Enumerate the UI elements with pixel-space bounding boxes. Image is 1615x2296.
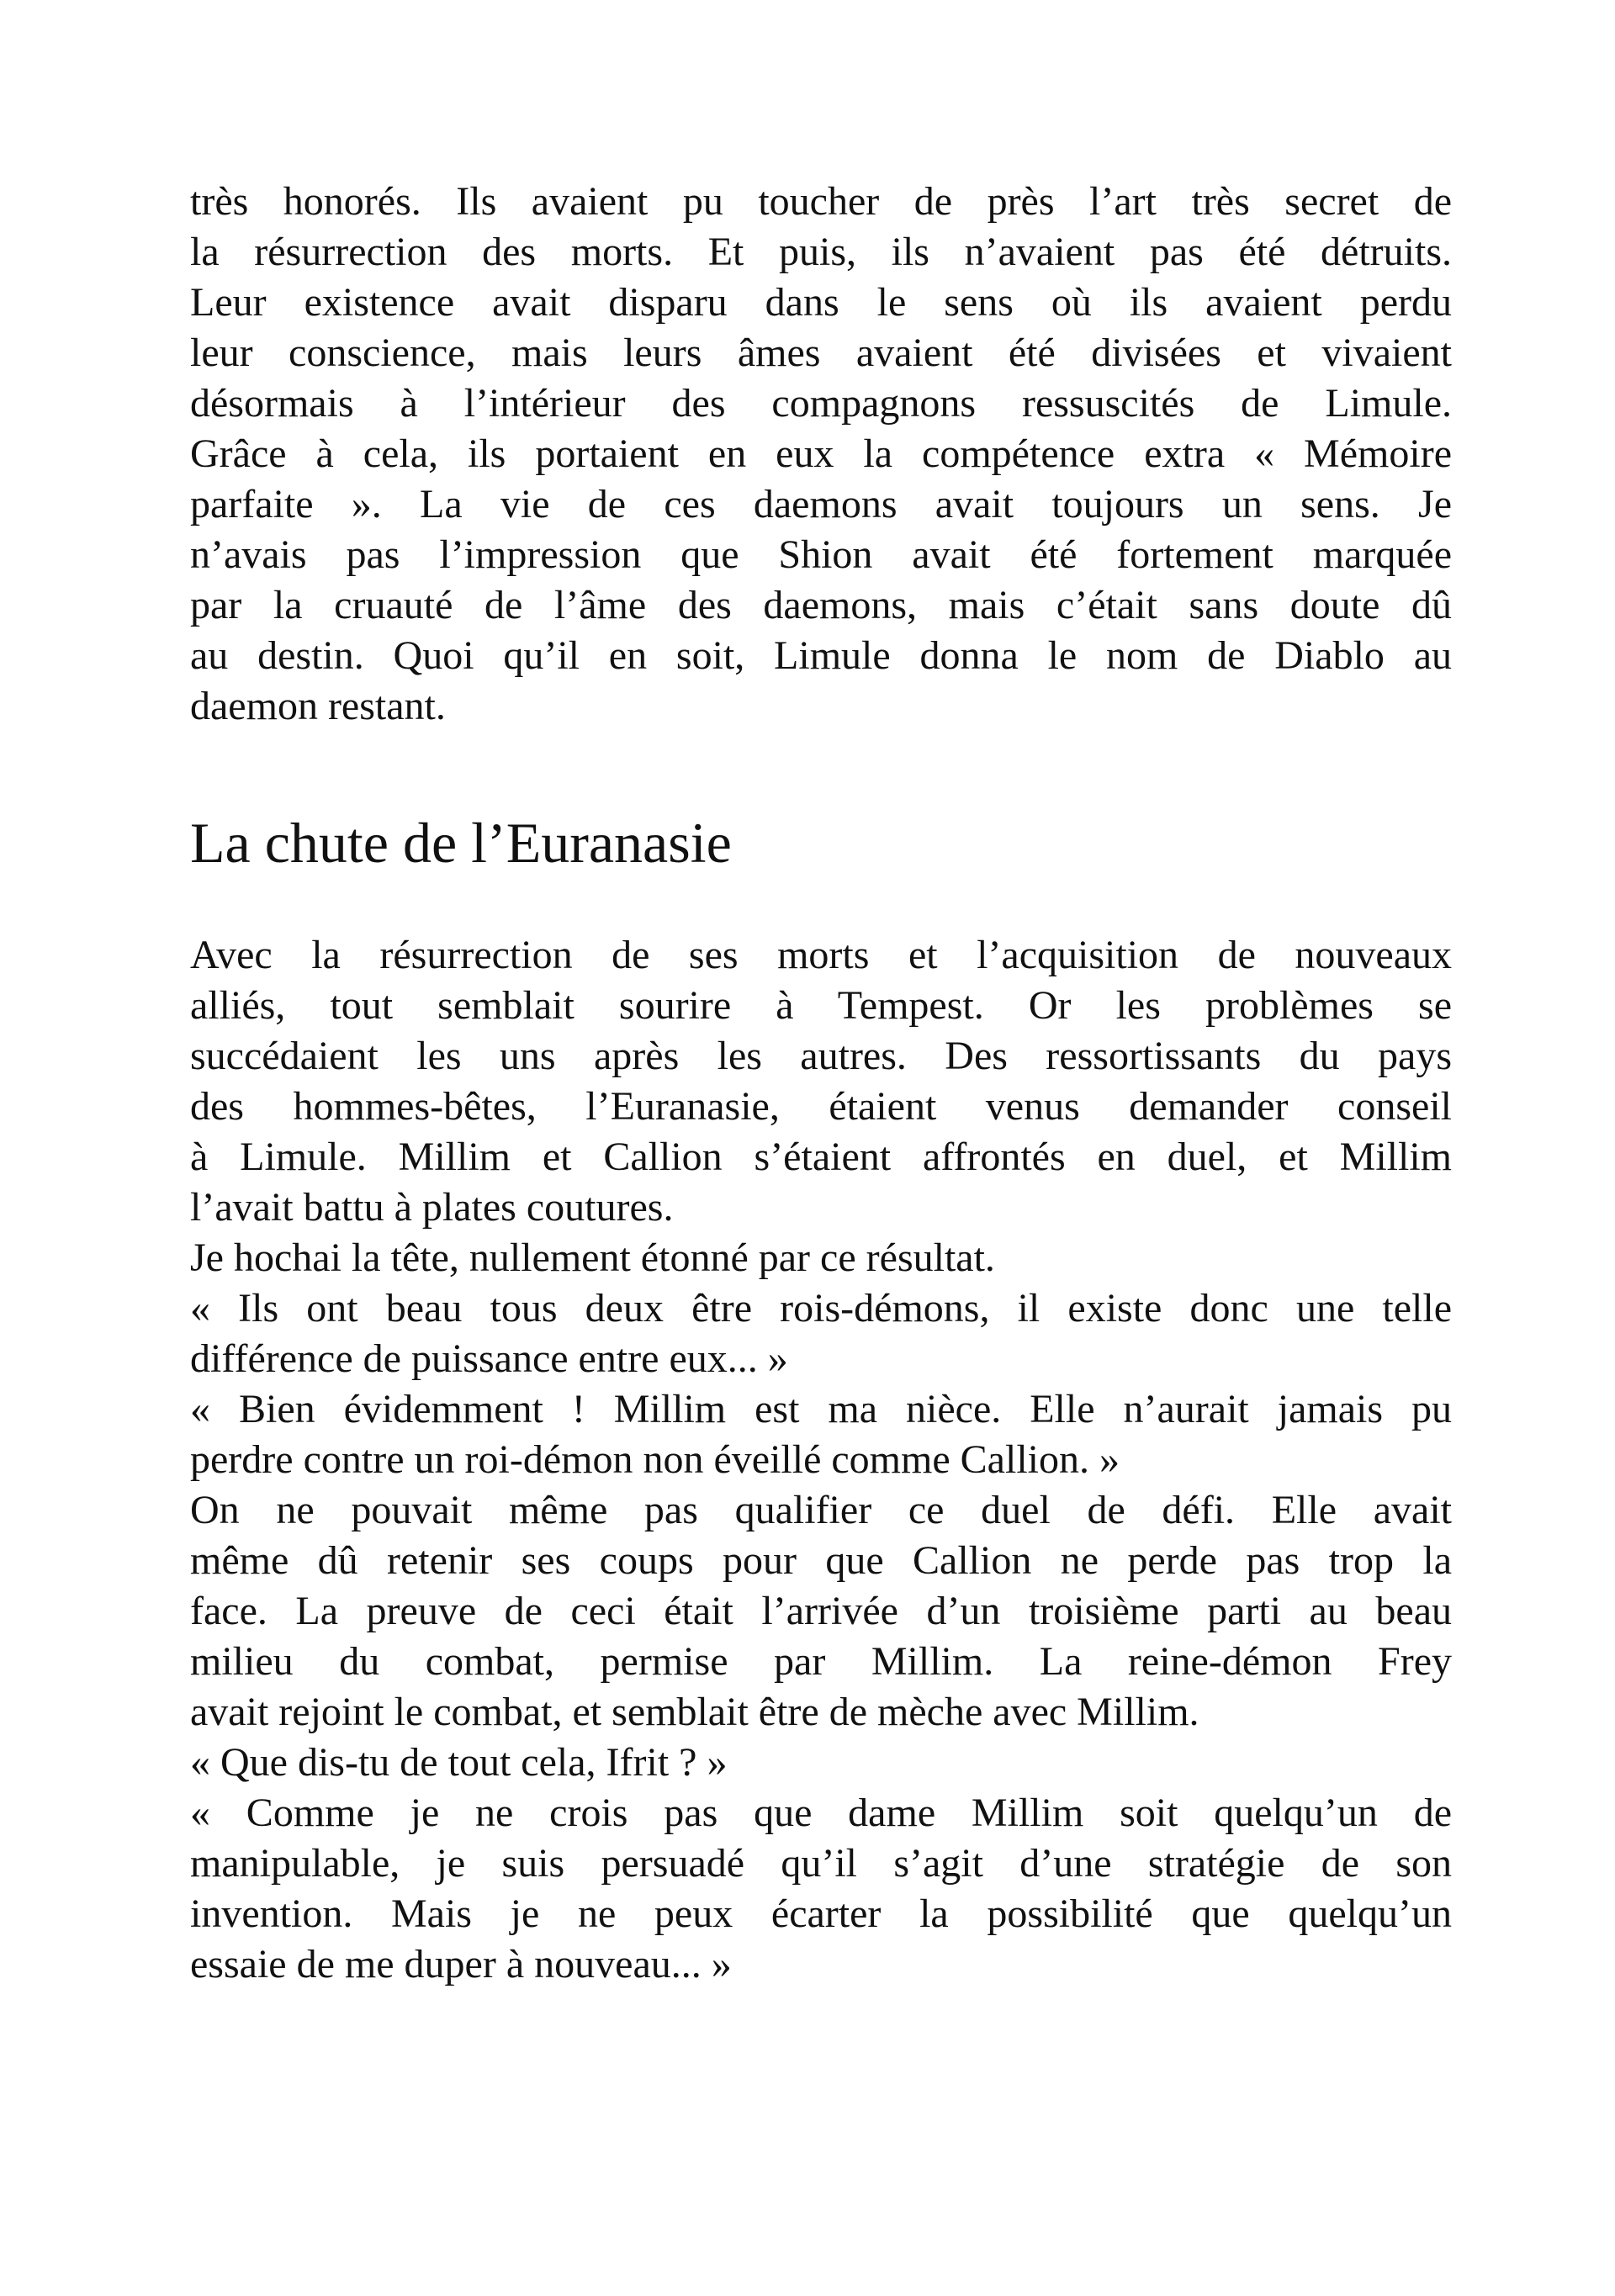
- text-line: très honorés. Ils avaient pu toucher de près l’art très secret de: [190, 179, 1452, 224]
- text-line: essaie de me duper à nouveau... »: [190, 1942, 732, 1987]
- text-line: « Que dis-tu de tout cela, Ifrit ? »: [190, 1740, 728, 1785]
- text-line: différence de puissance entre eux... »: [190, 1336, 788, 1381]
- text-line: au destin. Quoi qu’il en soit, Limule donna le nom de Diablo au: [190, 633, 1452, 678]
- text-line: l’avait battu à plates coutures.: [190, 1185, 674, 1230]
- text-line: Leur existence avait disparu dans le sens où ils avaient perdu: [190, 280, 1452, 325]
- opening-paragraph: [190, 177, 1452, 732]
- text-line: parfaite ». La vie de ces daemons avait toujours un sens. Je: [190, 482, 1452, 526]
- text-line: Grâce à cela, ils portaient en eux la compétence extra « Mémoire: [190, 431, 1452, 476]
- text-line: On ne pouvait même pas qualifier ce duel de défi. Elle avait: [190, 1488, 1452, 1532]
- text-line: manipulable, je suis persuadé qu’il s’agit d’une stratégie de son: [190, 1841, 1452, 1886]
- text-line: n’avais pas l’impression que Shion avait été fortement marquée: [190, 532, 1452, 577]
- text-line: Je hochai la tête, nullement étonné par ce résultat.: [190, 1235, 995, 1280]
- paragraph-text: [190, 177, 1452, 732]
- text-line: invention. Mais je ne peux écarter la possibilité que quelqu’un: [190, 1891, 1452, 1936]
- text-line: même dû retenir ses coups pour que Callion ne perde pas trop la: [190, 1538, 1452, 1583]
- paragraph-text: [190, 930, 1452, 1990]
- text-line: alliés, tout semblait sourire à Tempest. Or les problèmes se: [190, 983, 1452, 1028]
- text-line: des hommes-bêtes, l’Euranasie, étaient venus demander conseil: [190, 1084, 1452, 1129]
- section-heading: [190, 809, 1452, 876]
- text-line: avait rejoint le combat, et semblait être de mèche avec Millim.: [190, 1690, 1199, 1734]
- text-line: leur conscience, mais leurs âmes avaient été divisées et vivaient: [190, 331, 1452, 375]
- text-line: daemon restant.: [190, 684, 446, 728]
- text-line: Avec la résurrection de ses morts et l’acquisition de nouveaux: [190, 933, 1452, 977]
- text-line: « Ils ont beau tous deux être rois-démons, il existe donc une telle: [190, 1286, 1452, 1331]
- text-line: « Bien évidemment ! Millim est ma nièce. Elle n’aurait jamais pu: [190, 1387, 1452, 1431]
- text-line: désormais à l’intérieur des compagnons ressuscités de Limule.: [190, 381, 1452, 426]
- text-line: la résurrection des morts. Et puis, ils n’avaient pas été détruits.: [190, 230, 1452, 274]
- text-line: succédaient les uns après les autres. Des ressortissants du pays: [190, 1034, 1452, 1078]
- text-line: milieu du combat, permise par Millim. La reine-démon Frey: [190, 1639, 1452, 1684]
- text-line: perdre contre un roi-démon non éveillé comme Callion. »: [190, 1437, 1120, 1482]
- section-body: [190, 930, 1452, 1990]
- text-line: face. La preuve de ceci était l’arrivée d’un troisième parti au beau: [190, 1589, 1452, 1633]
- text-line: « Comme je ne crois pas que dame Millim soit quelqu’un de: [190, 1791, 1452, 1835]
- text-line: à Limule. Millim et Callion s’étaient affrontés en duel, et Millim: [190, 1135, 1452, 1179]
- chapter-title: La chute de l’Euranasie: [190, 811, 732, 875]
- text-line: par la cruauté de l’âme des daemons, mais c’était sans doute dû: [190, 583, 1452, 627]
